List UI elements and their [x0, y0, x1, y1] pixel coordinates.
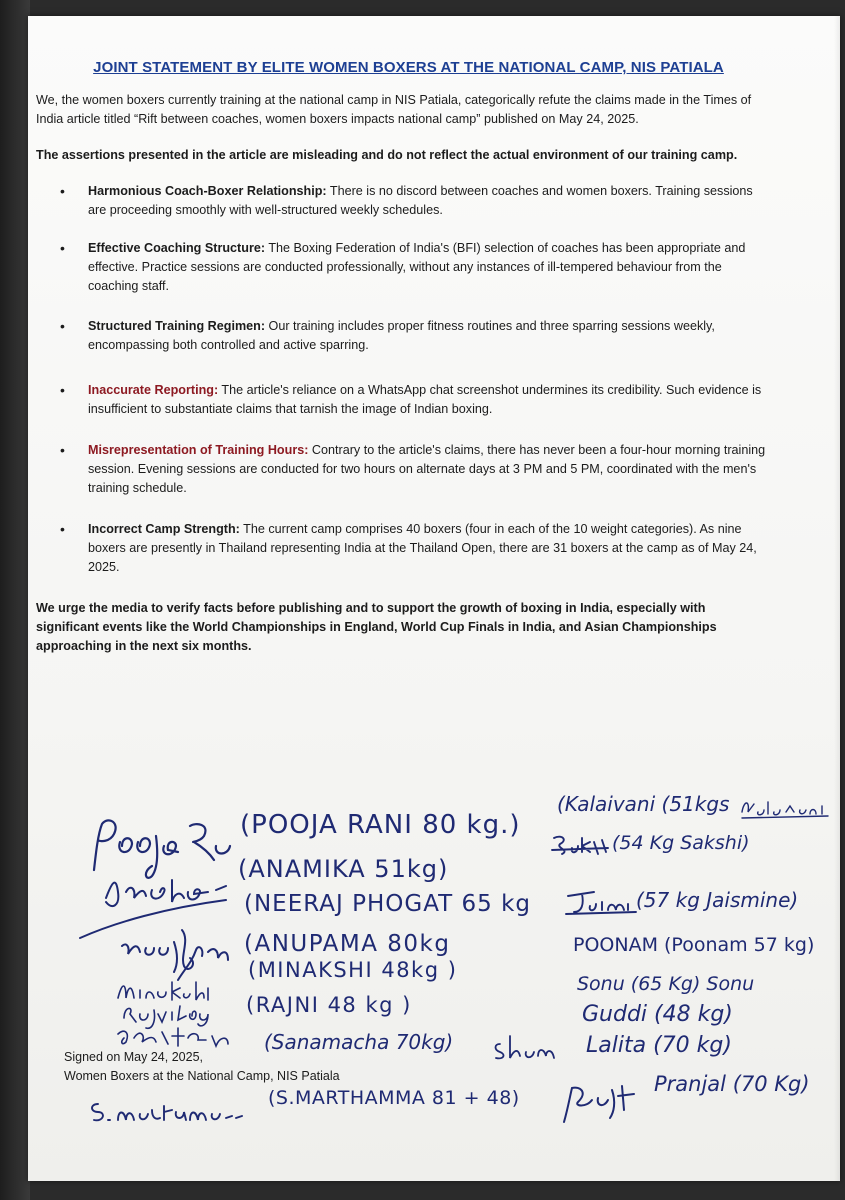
signed-date: Signed on May 24, 2025, [64, 1050, 203, 1064]
bullet-icon: • [60, 442, 65, 458]
point-text: The article's reliance on a WhatsApp chat screenshot undermines its credibility. Such evidence is insufficient to substantiate claims that tarnish the image of Indian boxing. [88, 383, 762, 416]
point-text: There is no discord between coaches and women boxers. Training sessions are proceeding smoothly with well-structured weekly schedules. [88, 184, 753, 217]
list-item [36, 317, 771, 355]
name-anupama: (ANUPAMA 80kg [244, 931, 451, 957]
list-item [36, 239, 771, 296]
point-heading: Incorrect Camp Strength: [88, 522, 240, 536]
paper-edge-shadow [834, 16, 840, 1181]
closing-paragraph: We urge the media to verify facts before publishing and to support the growth of boxing in India, especially with significant events like the World Championships in England, World Cup Finals in India, and Asian Championships approaching in the next six months. [36, 601, 717, 653]
point-heading: Structured Training Regimen: [88, 319, 266, 333]
name-guddi: Guddi (48 kg) [582, 1002, 733, 1027]
list-item [36, 441, 771, 498]
name-minakshi: (MINAKSHI 48kg ) [248, 958, 458, 982]
bullet-icon: • [60, 521, 65, 537]
point-heading: Effective Coaching Structure: [88, 241, 266, 255]
name-kalaivani: (Kalaivani (51kgs [557, 792, 730, 816]
name-sonu: Sonu (65 Kg) Sonu [577, 973, 755, 995]
list-item [36, 381, 771, 419]
document-title: JOINT STATEMENT BY ELITE WOMEN BOXERS AT THE NATIONAL CAMP, NIS PATIALA [93, 59, 724, 76]
name-anamika: (ANAMIKA 51kg) [238, 855, 449, 883]
signed-block [64, 1048, 340, 1086]
list-item [36, 520, 771, 577]
signed-by: Women Boxers at the National Camp, NIS Patiala [64, 1069, 340, 1083]
bullet-icon: • [60, 382, 65, 398]
points-list [36, 182, 771, 577]
list-item [36, 182, 771, 220]
bullet-icon: • [60, 183, 65, 199]
bullet-icon: • [60, 318, 65, 334]
name-sanamacha: (Sanamacha 70kg) [264, 1030, 454, 1054]
point-text: The current camp comprises 40 boxers (four in each of the 10 weight categories). As nine boxers are presently in Thailand representing India at the Thailand Open, there are 31 boxers at the camp as of May 24, 2025. [88, 522, 757, 574]
name-marthamma: (S.MARTHAMMA 81 + 48) [268, 1087, 520, 1109]
point-text: Contrary to the article's claims, there has never been a four-hour morning training session. Evening sessions are conducted for two hours on alternate days at 3 PM and 5 PM, coordinated with the men's training schedule. [88, 443, 766, 495]
point-heading: Misrepresentation of Training Hours: [88, 443, 309, 457]
name-poonam: POONAM (Poonam 57 kg) [573, 934, 815, 956]
assertion-paragraph: The assertions presented in the article are misleading and do not reflect the actual environment of our training camp. [36, 148, 738, 162]
name-rajni: (RAJNI 48 kg ) [246, 993, 412, 1017]
bullet-icon: • [60, 240, 65, 256]
point-heading: Harmonious Coach-Boxer Relationship: [88, 184, 327, 198]
name-pranjal: Pranjal (70 Kg) [654, 1072, 810, 1096]
name-sakshi: (54 Kg Sakshi) [612, 832, 750, 854]
intro-paragraph: We, the women boxers currently training at the national camp in NIS Patiala, categorically refute the claims made in the Times of India article titled “Rift between coaches, women boxers impacts national camp” published on May 24, 2025. [36, 93, 752, 126]
point-heading: Inaccurate Reporting: [88, 383, 219, 397]
statement-document [36, 58, 771, 656]
name-neeraj-phogat: (NEERAJ PHOGAT 65 kg [244, 891, 532, 917]
name-pooja-rani: (POOJA RANI 80 kg.) [240, 810, 521, 840]
point-text: Our training includes proper fitness routines and three sparring sessions weekly, encompassing both controlled and active sparring. [88, 319, 715, 352]
name-jaismine: (57 kg Jaismine) [636, 888, 799, 912]
name-lalita: Lalita (70 kg) [586, 1033, 732, 1058]
point-text: The Boxing Federation of India's (BFI) selection of coaches has been appropriate and effective. Practice sessions are conducted professionally, without any instances of ill-tempered behaviour from the coaching staff. [88, 241, 746, 293]
photo-background [0, 0, 30, 1200]
